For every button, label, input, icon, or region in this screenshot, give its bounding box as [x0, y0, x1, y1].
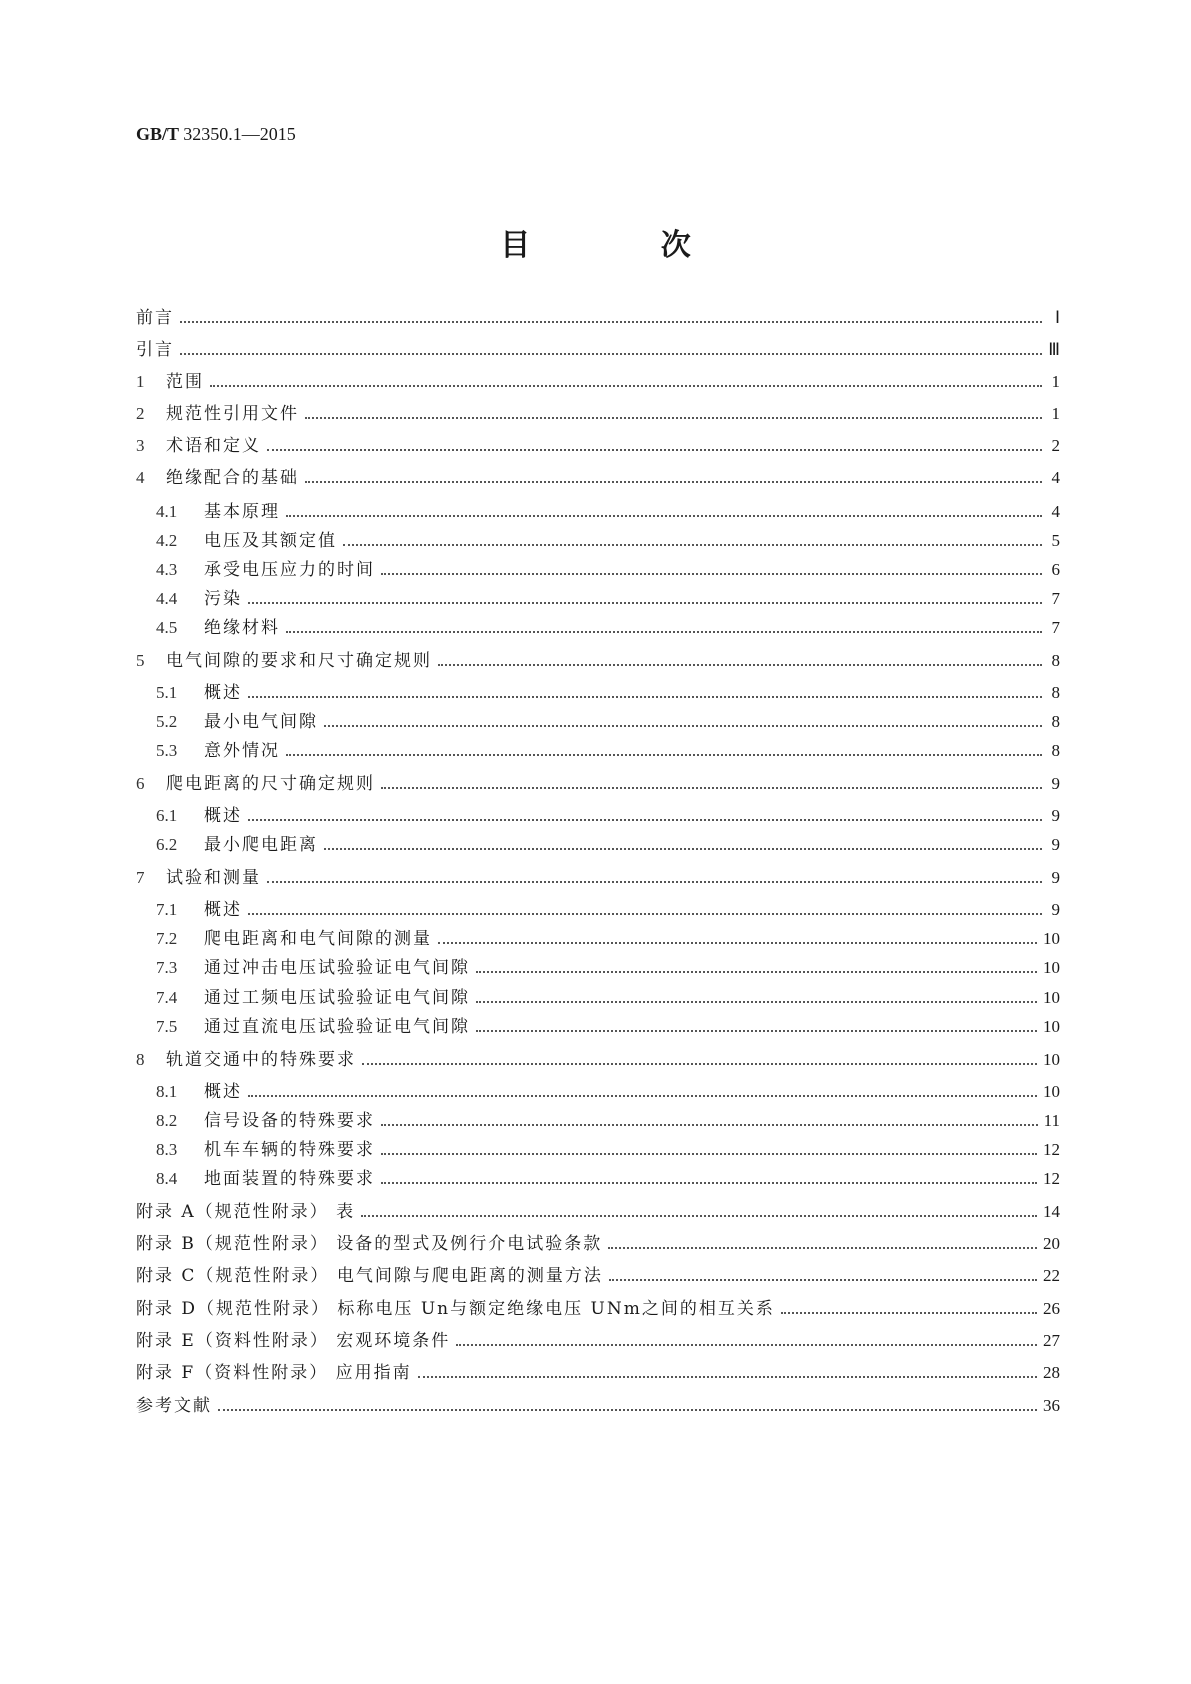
toc-entry[interactable]: [156, 985, 1060, 1011]
toc-entry-page: 9: [1051, 806, 1060, 825]
standard-prefix: GB/T: [136, 124, 179, 144]
toc-entry[interactable]: [156, 1014, 1060, 1040]
toc-entry-title: 附录 C（规范性附录） 电气间隙与爬电距离的测量方法: [136, 1266, 603, 1286]
dot-leader: [218, 1409, 1037, 1411]
toc-entry-title: 电气间隙的要求和尺寸确定规则: [166, 651, 432, 671]
toc-entry-page: 14: [1043, 1202, 1060, 1221]
dot-leader: [305, 417, 1042, 419]
toc-entry-page: 10: [1043, 958, 1060, 977]
toc-entry-page: 6: [1051, 560, 1060, 579]
toc-entry-page: 12: [1043, 1169, 1060, 1188]
toc-entry-title: 概述: [204, 683, 242, 703]
toc-entry[interactable]: [136, 369, 1060, 395]
toc-entry-number: 3: [136, 436, 145, 455]
toc-entry[interactable]: [136, 1231, 1060, 1257]
toc-entry[interactable]: [136, 337, 1060, 363]
toc-entry[interactable]: [156, 738, 1060, 764]
toc-entry-title: 通过冲击电压试验验证电气间隙: [204, 958, 470, 978]
dot-leader: [343, 544, 1042, 546]
toc-entry[interactable]: [136, 401, 1060, 427]
toc-entry-page: Ⅰ: [1054, 308, 1060, 327]
toc-entry-page: 2: [1051, 436, 1060, 455]
dot-leader: [248, 696, 1042, 698]
toc-entry-title: 范围: [166, 372, 204, 392]
toc-entry-number: 8: [136, 1050, 145, 1069]
toc-entry-number: 7.5: [156, 1017, 178, 1036]
dot-leader: [476, 1001, 1037, 1003]
dot-leader: [476, 971, 1037, 973]
toc-entry[interactable]: [156, 803, 1060, 829]
dot-leader: [418, 1376, 1037, 1378]
toc-entry-number: 8.3: [156, 1140, 178, 1159]
dot-leader: [210, 385, 1042, 387]
dot-leader: [381, 573, 1042, 575]
toc-entry-title: 电压及其额定值: [204, 531, 337, 551]
toc-entry[interactable]: [136, 305, 1060, 331]
dot-leader: [180, 353, 1042, 355]
toc-entry[interactable]: [156, 897, 1060, 923]
toc-entry-page: 1: [1051, 404, 1060, 423]
dot-leader: [248, 1095, 1037, 1097]
dot-leader: [324, 848, 1042, 850]
toc-entry-page: 10: [1043, 1050, 1060, 1069]
toc-entry-page: 8: [1051, 741, 1060, 760]
toc-entry[interactable]: [136, 1296, 1060, 1322]
toc-entry[interactable]: [136, 771, 1060, 797]
toc-entry[interactable]: [156, 528, 1060, 554]
toc-entry-page: 26: [1043, 1299, 1060, 1318]
toc-entry-title: 参考文献: [136, 1396, 212, 1416]
toc-entry[interactable]: [136, 1047, 1060, 1073]
toc-entry-title: 爬电距离的尺寸确定规则: [166, 774, 375, 794]
toc-entry-number: 5: [136, 651, 145, 670]
toc-entry[interactable]: [136, 1263, 1060, 1289]
dot-leader: [248, 602, 1042, 604]
dot-leader: [456, 1344, 1037, 1346]
toc-entry-number: 8.2: [156, 1111, 178, 1130]
toc-entry-page: 5: [1051, 531, 1060, 550]
toc-entry[interactable]: [136, 648, 1060, 674]
toc-entry[interactable]: [156, 832, 1060, 858]
toc-entry-number: 8.4: [156, 1169, 178, 1188]
toc-entry-title: 附录 F（资料性附录） 应用指南: [136, 1363, 412, 1383]
toc-entry-number: 5.1: [156, 683, 178, 702]
dot-leader: [381, 1124, 1038, 1126]
toc-entry-title: 附录 A（规范性附录） 表: [136, 1202, 356, 1222]
toc-entry-page: 8: [1051, 651, 1060, 670]
toc-entry[interactable]: [156, 1108, 1060, 1134]
toc-entry-number: 2: [136, 404, 145, 423]
toc-entry-page: 10: [1043, 1017, 1060, 1036]
toc-entry-title: 绝缘材料: [204, 618, 280, 638]
toc-entry-page: 8: [1051, 712, 1060, 731]
toc-entry[interactable]: [156, 709, 1060, 735]
toc-entry[interactable]: [136, 465, 1060, 491]
toc-entry[interactable]: [136, 1199, 1060, 1225]
toc-entry[interactable]: [156, 926, 1060, 952]
dot-leader: [286, 754, 1042, 756]
toc-entry-number: 7: [136, 868, 145, 887]
toc-entry[interactable]: [156, 1137, 1060, 1163]
toc-entry-title: 附录 E（资料性附录） 宏观环境条件: [136, 1331, 451, 1351]
toc-entry-title: 绝缘配合的基础: [166, 468, 299, 488]
toc-entry-title: 附录 B（规范性附录） 设备的型式及例行介电试验条款: [136, 1234, 603, 1254]
dot-leader: [248, 819, 1042, 821]
toc-entry-page: 10: [1043, 1082, 1060, 1101]
dot-leader: [286, 631, 1042, 633]
toc-entry-page: 7: [1051, 618, 1060, 637]
toc-entry-title: 通过直流电压试验验证电气间隙: [204, 1017, 470, 1037]
page-title: 目 次: [500, 228, 751, 263]
toc-entry-page: 28: [1043, 1363, 1060, 1382]
toc-entry-page: 4: [1051, 468, 1060, 487]
dot-leader: [248, 913, 1042, 915]
toc-entry-number: 4.1: [156, 502, 178, 521]
toc-entry[interactable]: [156, 557, 1060, 583]
toc-entry-title: 基本原理: [204, 502, 280, 522]
standard-code: 32350.1—2015: [183, 124, 296, 144]
dot-leader: [361, 1215, 1037, 1217]
toc-entry-page: 22: [1043, 1266, 1060, 1285]
toc-entry[interactable]: [156, 680, 1060, 706]
toc-entry-page: 36: [1043, 1396, 1060, 1415]
toc-entry-page: 9: [1051, 868, 1060, 887]
toc-entry-number: 8.1: [156, 1082, 178, 1101]
toc-entry-page: 1: [1051, 372, 1060, 391]
toc-entry-page: 9: [1051, 900, 1060, 919]
toc-entry[interactable]: [156, 955, 1060, 981]
dot-leader: [305, 481, 1042, 483]
toc-entry-title: 术语和定义: [166, 436, 261, 456]
toc-entry-number: 5.2: [156, 712, 178, 731]
dot-leader: [381, 1153, 1037, 1155]
toc-entry-number: 1: [136, 372, 145, 391]
toc-entry-page: 9: [1051, 774, 1060, 793]
toc-entry-title: 规范性引用文件: [166, 404, 299, 424]
toc-entry-number: 4.4: [156, 589, 178, 608]
toc-entry-number: 6.2: [156, 835, 178, 854]
toc-entry-title: 概述: [204, 806, 242, 826]
toc-entry-title: 承受电压应力的时间: [204, 560, 375, 580]
dot-leader: [362, 1063, 1037, 1065]
toc-entry-page: 10: [1043, 929, 1060, 948]
toc-entry[interactable]: [156, 1079, 1060, 1105]
toc-entry-page: 20: [1043, 1234, 1060, 1253]
toc-entry-page: 8: [1051, 683, 1060, 702]
toc-entry-title: 概述: [204, 900, 242, 920]
toc-entry-number: 4.3: [156, 560, 178, 579]
toc-entry[interactable]: [156, 499, 1060, 525]
toc-entry[interactable]: [136, 1360, 1060, 1386]
toc-entry-number: 7.2: [156, 929, 178, 948]
toc-entry-title: 附录 D（规范性附录） 标称电压 Un与额定绝缘电压 UNm之间的相互关系: [136, 1299, 775, 1319]
toc-entry-page: 27: [1043, 1331, 1060, 1350]
toc-entry-number: 7.1: [156, 900, 178, 919]
dot-leader: [476, 1030, 1037, 1032]
toc-entry-page: 11: [1043, 1111, 1060, 1130]
toc-entry-title: 试验和测量: [166, 868, 261, 888]
toc-entry-number: 4.5: [156, 618, 178, 637]
toc-entry-number: 7.3: [156, 958, 178, 977]
dot-leader: [286, 515, 1042, 517]
toc-entry[interactable]: [136, 1393, 1060, 1419]
toc-entry-title: 机车车辆的特殊要求: [204, 1140, 375, 1160]
toc-entry-title: 概述: [204, 1082, 242, 1102]
toc-entry-page: 12: [1043, 1140, 1060, 1159]
dot-leader: [324, 725, 1042, 727]
toc-entry-page: 4: [1051, 502, 1060, 521]
toc-entry-number: 4: [136, 468, 145, 487]
toc-entry-title: 信号设备的特殊要求: [204, 1111, 375, 1131]
toc-entry[interactable]: [136, 433, 1060, 459]
toc-entry-number: 5.3: [156, 741, 178, 760]
toc-entry-title: 意外情况: [204, 741, 280, 761]
dot-leader: [267, 449, 1042, 451]
toc-entry[interactable]: [156, 615, 1060, 641]
dot-leader: [608, 1247, 1037, 1249]
toc-entry[interactable]: [136, 1328, 1060, 1354]
toc-entry-title: 最小电气间隙: [204, 712, 318, 732]
toc-entry-title: 爬电距离和电气间隙的测量: [204, 929, 432, 949]
toc-entry-number: 4.2: [156, 531, 178, 550]
toc-entry-title: 最小爬电距离: [204, 835, 318, 855]
dot-leader: [438, 664, 1042, 666]
dot-leader: [267, 881, 1042, 883]
standard-number: [136, 124, 296, 145]
dot-leader: [781, 1312, 1037, 1314]
toc-entry-title: 通过工频电压试验验证电气间隙: [204, 988, 470, 1008]
toc-entry[interactable]: [156, 586, 1060, 612]
toc-entry-number: 7.4: [156, 988, 178, 1007]
toc-entry-page: 7: [1051, 589, 1060, 608]
toc-entry-title: 污染: [204, 589, 242, 609]
dot-leader: [438, 942, 1037, 944]
dot-leader: [609, 1279, 1037, 1281]
toc-entry-page: 9: [1051, 835, 1060, 854]
toc-entry-title: 前言: [136, 308, 174, 328]
toc-entry-number: 6.1: [156, 806, 178, 825]
toc-entry-title: 地面装置的特殊要求: [204, 1169, 375, 1189]
dot-leader: [180, 321, 1042, 323]
toc-entry[interactable]: [136, 865, 1060, 891]
toc-entry-page: 10: [1043, 988, 1060, 1007]
toc-entry-page: Ⅲ: [1048, 340, 1060, 359]
dot-leader: [381, 787, 1042, 789]
toc-entry-title: 轨道交通中的特殊要求: [166, 1050, 356, 1070]
toc-entry-number: 6: [136, 774, 145, 793]
toc-entry[interactable]: [156, 1166, 1060, 1192]
dot-leader: [381, 1182, 1037, 1184]
toc-entry-title: 引言: [136, 340, 174, 360]
